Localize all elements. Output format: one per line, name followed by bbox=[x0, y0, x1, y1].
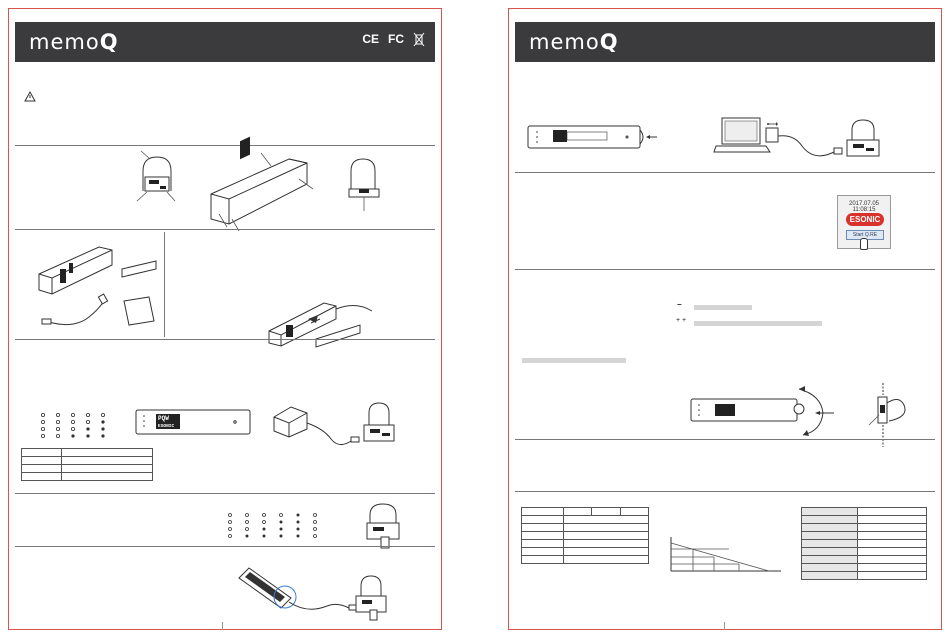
wall-charger-diagram bbox=[269, 399, 409, 449]
plus-mark: + + bbox=[676, 317, 687, 324]
clip-side-view bbox=[849, 383, 909, 447]
device-front-view bbox=[135, 409, 251, 435]
section-divider bbox=[515, 172, 935, 173]
column-divider bbox=[164, 232, 165, 337]
manual-page-left bbox=[8, 8, 442, 630]
section-divider bbox=[515, 491, 935, 492]
parts-diagram bbox=[129, 149, 399, 239]
led-status-table bbox=[21, 448, 153, 481]
package-contents-diagram bbox=[34, 239, 159, 334]
warning-triangle-icon bbox=[24, 91, 36, 102]
specification-table bbox=[521, 507, 649, 564]
usb-icon bbox=[767, 122, 778, 126]
brand-logo: memoQ bbox=[29, 30, 119, 54]
smartphone-connection-diagram bbox=[237, 564, 407, 624]
recording-time-graph bbox=[669, 535, 784, 575]
device-control-diagram bbox=[689, 383, 839, 443]
minus-mark: − bbox=[677, 300, 682, 309]
laptop-connection-diagram bbox=[714, 114, 889, 164]
popup-brand-badge: ESONIC bbox=[846, 213, 884, 226]
label-attach-diagram bbox=[264, 291, 414, 351]
text-placeholder-bar bbox=[694, 321, 822, 326]
led-sequence-row bbox=[227, 512, 327, 540]
sar-specification-table bbox=[801, 507, 927, 580]
section-divider bbox=[15, 493, 435, 494]
section-divider bbox=[515, 439, 935, 440]
page-header bbox=[515, 22, 935, 62]
section-divider bbox=[15, 145, 435, 146]
brand-logo: memoQ bbox=[529, 30, 619, 54]
led-indicator-grid bbox=[39, 411, 119, 437]
popup-start-button[interactable]: Start Q.RE bbox=[846, 230, 884, 240]
fold-mark bbox=[222, 622, 223, 630]
pointer-hand-icon bbox=[860, 238, 868, 250]
section-divider bbox=[15, 339, 435, 340]
page-header bbox=[15, 22, 435, 62]
manual-page-right bbox=[508, 8, 942, 630]
fcc-mark: FC bbox=[388, 32, 404, 46]
section-divider bbox=[515, 269, 935, 270]
screen-line-2: ESONIC bbox=[158, 424, 175, 429]
ce-mark: CE bbox=[362, 32, 379, 46]
crossed-bin-icon bbox=[413, 31, 425, 47]
section-divider bbox=[15, 229, 435, 230]
clip-with-memory-card bbox=[364, 501, 404, 551]
software-popup-window bbox=[837, 195, 891, 249]
section-divider bbox=[15, 546, 435, 547]
text-placeholder-bar bbox=[522, 358, 626, 363]
text-placeholder-bar bbox=[694, 305, 752, 310]
certification-marks bbox=[362, 31, 425, 47]
popup-timestamp: 2017.07.05 11:08:15 bbox=[848, 201, 880, 213]
screen-line-1: PQW bbox=[158, 415, 169, 422]
fold-mark bbox=[724, 622, 725, 630]
device-insert-diagram bbox=[527, 124, 659, 152]
